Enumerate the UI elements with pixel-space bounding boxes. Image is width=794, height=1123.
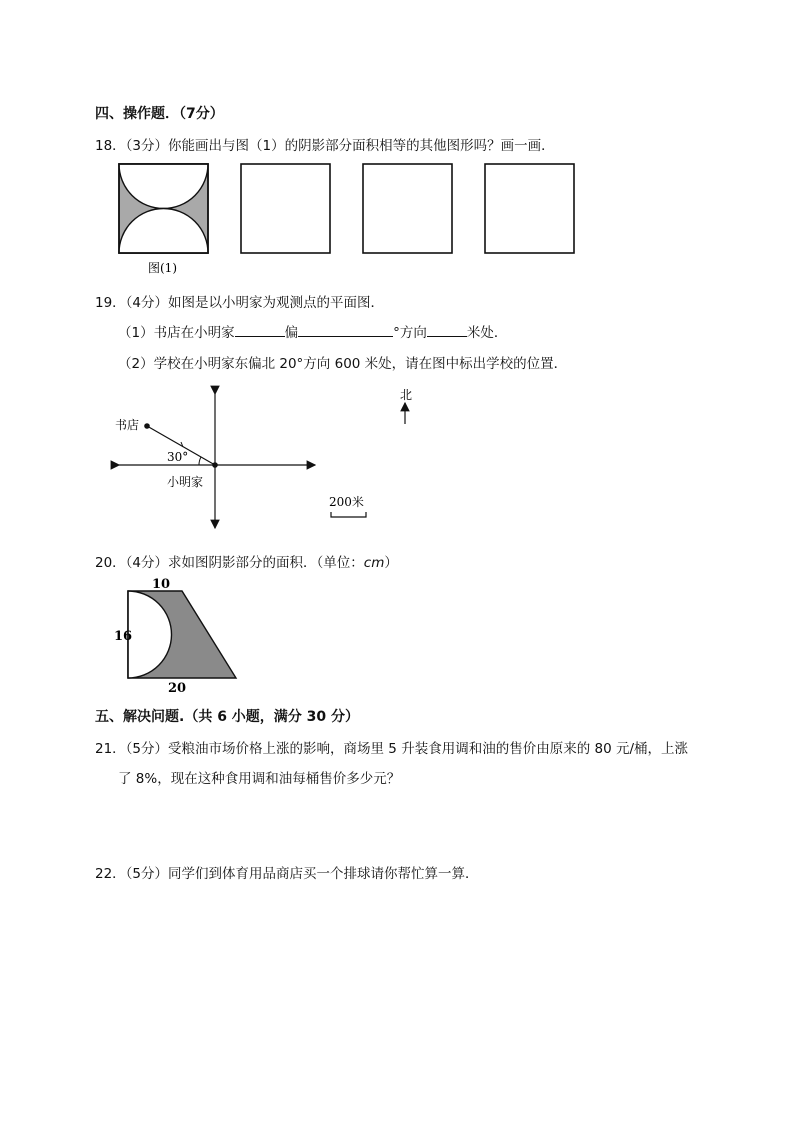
- part1-text-a: （1）书店在小明家: [118, 325, 235, 341]
- question-18-text: 18．（3分）你能画出与图（1）的阴影部分面积相等的其他图形吗？画一画．: [95, 138, 555, 154]
- question-20-unit: cm: [363, 555, 385, 571]
- question-21-line2: 了 8%，现在这种食用调和油每桶售价多少元？: [118, 771, 401, 787]
- bookstore-label: 书店: [115, 418, 140, 432]
- section-5-title: 五、解决问题.（共 6 小题，满分 30 分）: [95, 709, 360, 725]
- question-22-text: 22．（5分）同学们到体育用品商店买一个排球请你帮忙算一算．: [95, 866, 479, 882]
- part1-text-d: 米处．: [466, 325, 508, 341]
- position-map: [105, 380, 425, 535]
- scale-bar: [331, 512, 366, 517]
- angle-label: 30°: [167, 450, 189, 464]
- dim-bottom: 20: [168, 681, 187, 696]
- dim-top: 10: [152, 577, 171, 592]
- scale-label: 200米: [329, 495, 364, 509]
- part1-text-b: 偏: [284, 325, 299, 341]
- home-label: 小明家: [167, 475, 204, 489]
- question-19-part2: （2）学校在小明家东偏北 20°方向 600 米处，请在图中标出学校的位置．: [118, 356, 568, 372]
- question-18-figures: [112, 160, 587, 278]
- blank-square-2: [241, 164, 330, 253]
- answer-blank-direction[interactable]: [235, 323, 285, 337]
- bookstore-point: [144, 423, 150, 429]
- angle-arc: [199, 457, 201, 465]
- answer-blank-angle[interactable]: [298, 323, 393, 337]
- question-20-text: [95, 551, 398, 571]
- question-20-text-a: 20．（4分）求如图阴影部分的面积．（单位：: [95, 555, 364, 571]
- question-19-text: 19．（4分）如图是以小明家为观测点的平面图．: [95, 295, 385, 311]
- north-label: 北: [400, 388, 413, 402]
- blank-square-3: [363, 164, 452, 253]
- figure-1: [119, 164, 208, 253]
- part1-text-c: °方向: [393, 325, 427, 341]
- answer-blank-distance[interactable]: [427, 323, 467, 337]
- question-21-line1: 21．（5分）受粮油市场价格上涨的影响，商场里 5 升装食用调和油的售价由原来的 80 元/桶，上涨: [95, 741, 688, 757]
- section-4-title: 四、操作题．（7分）: [95, 106, 224, 122]
- dim-left: 16: [114, 629, 133, 644]
- home-point: [212, 462, 218, 468]
- question-20-text-b: ）: [384, 555, 398, 571]
- figure-1-caption: 图(1): [148, 261, 177, 275]
- blank-square-4: [485, 164, 574, 253]
- question-19-part1: [118, 321, 507, 341]
- question-20-figure: [112, 576, 247, 696]
